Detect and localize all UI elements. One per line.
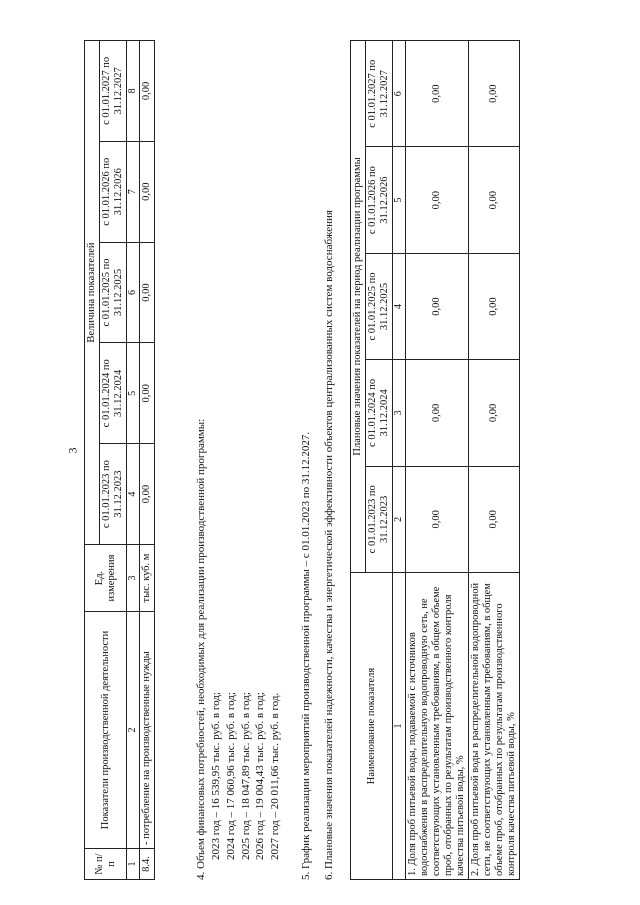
index-cell: 5 (127, 343, 140, 444)
row-value: 0,00 (139, 444, 154, 545)
index-cell: 3 (393, 360, 406, 466)
row-value: 0,00 (405, 466, 468, 572)
row-value: 0,00 (405, 147, 468, 253)
table-row (405, 41, 468, 880)
index-cell: 2 (127, 612, 140, 849)
period-header: с 01.01.2023 по 31.12.2023 (366, 466, 393, 572)
plan-values-heading: 6. Плановые значения показателей надежности, качества и энергетической эффективности объектов централизованных систем водоснабжения (323, 210, 335, 880)
row-value: 0,00 (469, 360, 520, 466)
row-value: 0,00 (405, 253, 468, 359)
index-cell: 7 (127, 141, 140, 242)
period-header: с 01.01.2024 по 31.12.2024 (366, 360, 393, 466)
row-value: 0,00 (139, 343, 154, 444)
period-header: с 01.01.2024 по 31.12.2024 (100, 343, 127, 444)
row-indicator: - потребление на производственные нужды (139, 612, 154, 849)
index-cell: 2 (393, 466, 406, 572)
schedule-paragraph: 5. График реализации мероприятий производственной программы – с 01.01.2023 по 31.12.2027. (300, 431, 312, 880)
financial-line: 2027 год – 20 011,66 тыс. руб. в год. (269, 692, 282, 860)
col-header-indicator: Показатели производственной деятельности (85, 612, 127, 849)
financial-line: 2024 год – 17 060,96 тыс. руб. в год; (224, 692, 237, 860)
row-value: 0,00 (469, 41, 520, 147)
index-cell: 4 (393, 253, 406, 359)
financial-line: 2026 год – 19 004,43 тыс. руб. в год; (254, 692, 267, 860)
col-header-unit: Ед. измерения (85, 545, 127, 612)
row-value: 0,00 (139, 141, 154, 242)
column-index-row (393, 41, 406, 880)
col-header-num: № п/п (85, 849, 127, 880)
row-value: 0,00 (405, 41, 468, 147)
financial-needs-section (194, 40, 283, 880)
period-header: с 01.01.2025 по 31.12.2025 (366, 253, 393, 359)
period-header: с 01.01.2026 по 31.12.2026 (100, 141, 127, 242)
col-header-plan-group: Плановые значения показателей на период реализации программы (351, 41, 366, 573)
row-name: 1. Доля проб питьевой воды, подаваемой с источников водоснабжения в распределительную водопроводную сеть, не соответствующих установленным требованиям, в общем объеме проб, отобранных по результатам производственного контроля качества питьевой воды, % (405, 573, 468, 880)
index-cell: 6 (393, 41, 406, 147)
index-cell: 6 (127, 242, 140, 343)
page-number: 3 (65, 447, 80, 454)
col-header-values-group: Величина показателей (85, 41, 100, 545)
rotated-page-content (84, 20, 640, 880)
column-index-row (127, 41, 140, 880)
row-value: 0,00 (469, 466, 520, 572)
financial-line: 2023 год – 16 539,95 тыс. руб. в год; (209, 692, 222, 860)
period-header: с 01.01.2023 по 31.12.2023 (100, 444, 127, 545)
production-indicators-table (84, 40, 155, 880)
row-value: 0,00 (469, 253, 520, 359)
index-cell: 4 (127, 444, 140, 545)
row-value: 0,00 (139, 41, 154, 142)
period-header: с 01.01.2025 по 31.12.2025 (100, 242, 127, 343)
index-cell: 8 (127, 41, 140, 142)
period-header: с 01.01.2027 по 31.12.2027 (366, 41, 393, 147)
row-value: 0,00 (405, 360, 468, 466)
period-header: с 01.01.2027 по 31.12.2027 (100, 41, 127, 142)
table-row (139, 41, 154, 880)
row-value: 0,00 (139, 242, 154, 343)
index-cell: 5 (393, 147, 406, 253)
row-value: 0,00 (469, 147, 520, 253)
col-header-name: Наименование показателя (351, 573, 393, 880)
row-num: 8.4. (139, 849, 154, 880)
row-name: 2. Доля проб питьевой воды в распределительной водопроводной сети, не соответствующих установленным требованиям, в общем объеме проб, отобранных по результатам производственного контроля качества питьевой воды, % (469, 573, 520, 880)
reliability-indicators-table (350, 40, 520, 880)
table-row (469, 41, 520, 880)
period-header: с 01.01.2026 по 31.12.2026 (366, 147, 393, 253)
financial-heading: 4. Объем финансовых потребностей, необходимых для реализации производственной программы: (195, 418, 207, 880)
index-cell: 1 (127, 849, 140, 880)
row-unit: тыс. куб. м (139, 545, 154, 612)
index-cell: 3 (127, 545, 140, 612)
index-cell: 1 (393, 573, 406, 880)
financial-line: 2025 год – 18 047,89 тыс. руб. в год; (239, 692, 252, 860)
